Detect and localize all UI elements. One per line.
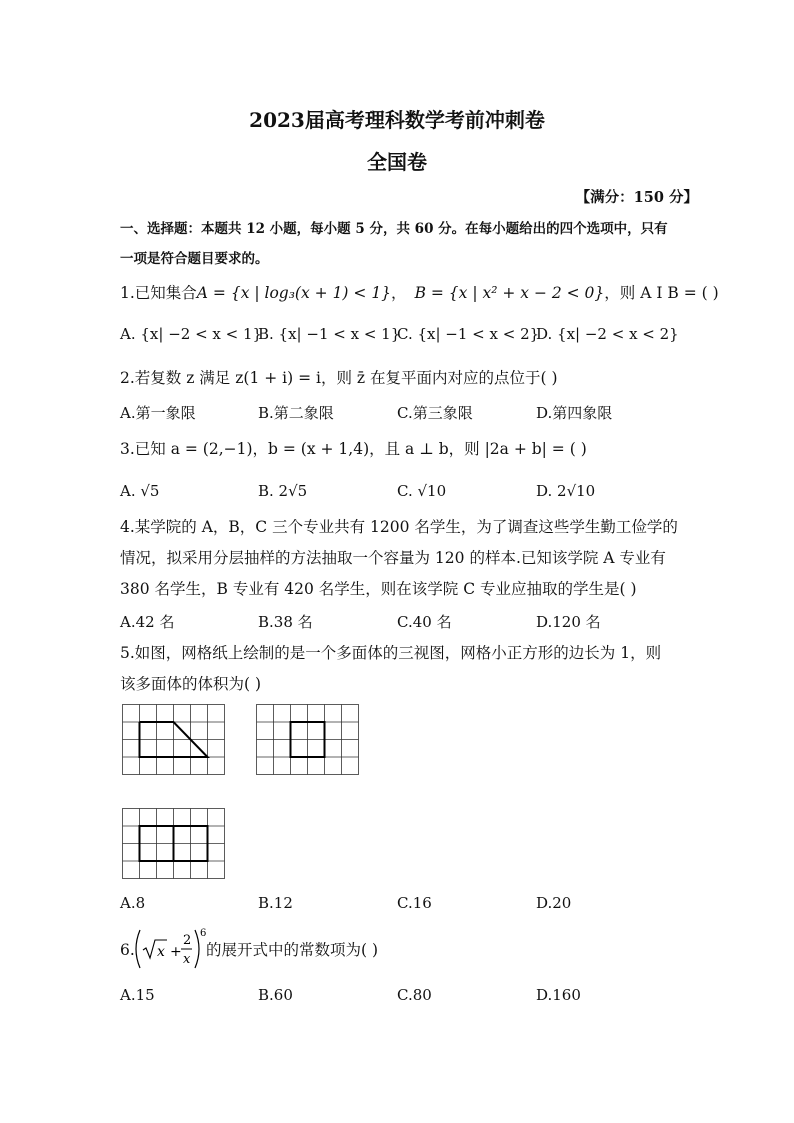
q1-option-a: A. {x| −2 < x < 1} [120,325,263,343]
score-label: 【满分：150 分】 [575,189,698,206]
q6-option-a: A.15 [120,986,155,1004]
section-heading-line1: 一、选择题：本题共 12 小题，每小题 5 分，共 60 分。在每小题给出的四个选项中，只有 [120,221,668,237]
q4-option-d: D.120 名 [536,613,601,631]
page-title: 2023届高考理科数学考前冲刺卷 [249,108,545,132]
q2-option-b: B.第二象限 [258,404,334,422]
question-4-line2: 情况，拟采用分层抽样的方法抽取一个容量为 120 的样本.已知该学院 A 专业有 [120,549,666,567]
top-view-grid-figure [122,808,226,880]
question-2: 2.若复数 z 满足 z(1 + i) = i，则 z̄ 在复平面内对应的点位于( ) [120,369,558,387]
q5-option-b: B.12 [258,894,293,912]
q2-option-d: D.第四象限 [536,404,613,422]
q3-option-d: D. 2√10 [536,482,596,500]
question-5-line2: 该多面体的体积为( ) [120,675,262,693]
q6-numerator: 2 [183,933,192,948]
q6-suffix: 的展开式中的常数项为( ) [206,941,379,959]
q5-option-c: C.16 [397,894,432,912]
q4-option-a: A.42 名 [120,613,175,631]
q6-exponent: 6 [200,928,206,939]
q5-option-a: A.8 [120,894,146,912]
q3-option-b: B. 2√5 [258,482,308,500]
q1-set-a: A = {x | log₃(x + 1) < 1} [196,284,392,302]
q1-option-b: B. {x| −1 < x < 1} [258,325,401,343]
q4-option-b: B.38 名 [258,613,313,631]
question-4-line3: 380 名学生，B 专业有 420 名学生，则在该学院 C 专业应抽取的学生是( ) [120,580,637,598]
q5-option-d: D.20 [536,894,572,912]
q1-prefix: 1.已知集合 [120,284,197,302]
q1-sep: ， [391,284,407,302]
side-view-grid-figure [256,704,360,776]
q6-option-c: C.80 [397,986,432,1004]
q1-option-d: D. {x| −2 < x < 2} [536,325,679,343]
q2-option-c: C.第三象限 [397,404,473,422]
q1-set-b: B = {x | x² + x − 2 < 0} [414,284,605,302]
q6-denominator: x [183,952,191,967]
section-heading-line2: 一项是符合题目要求的。 [120,251,269,267]
question-1 [120,283,719,303]
q6-option-d: D.160 [536,986,581,1004]
question-3: 3.已知 a = (2,−1)，b = (x + 1,4)，且 a ⊥ b，则 |2a + b| = ( ) [120,440,587,458]
question-5-line1: 5.如图，网格纸上绘制的是一个多面体的三视图，网格小正方形的边长为 1，则 [120,644,662,662]
q2-option-a: A.第一象限 [120,404,196,422]
q3-option-c: C. √10 [397,482,447,500]
q6-prefix: 6. [120,941,135,959]
q6-sqrt-x: x [157,944,165,960]
q6-option-b: B.60 [258,986,293,1004]
q3-option-a: A. √5 [120,482,160,500]
q6-plus: + [170,944,182,960]
question-4-line1: 4.某学院的 A，B，C 三个专业共有 1200 名学生，为了调查这些学生勤工俭学的 [120,518,678,536]
page-subtitle: 全国卷 [367,150,427,174]
q4-option-c: C.40 名 [397,613,452,631]
q6-binomial-expression [132,926,206,972]
q1-option-c: C. {x| −1 < x < 2} [397,325,540,343]
front-view-grid-figure [122,704,226,776]
q1-suffix: ，则 A I B = ( ) [604,284,719,302]
